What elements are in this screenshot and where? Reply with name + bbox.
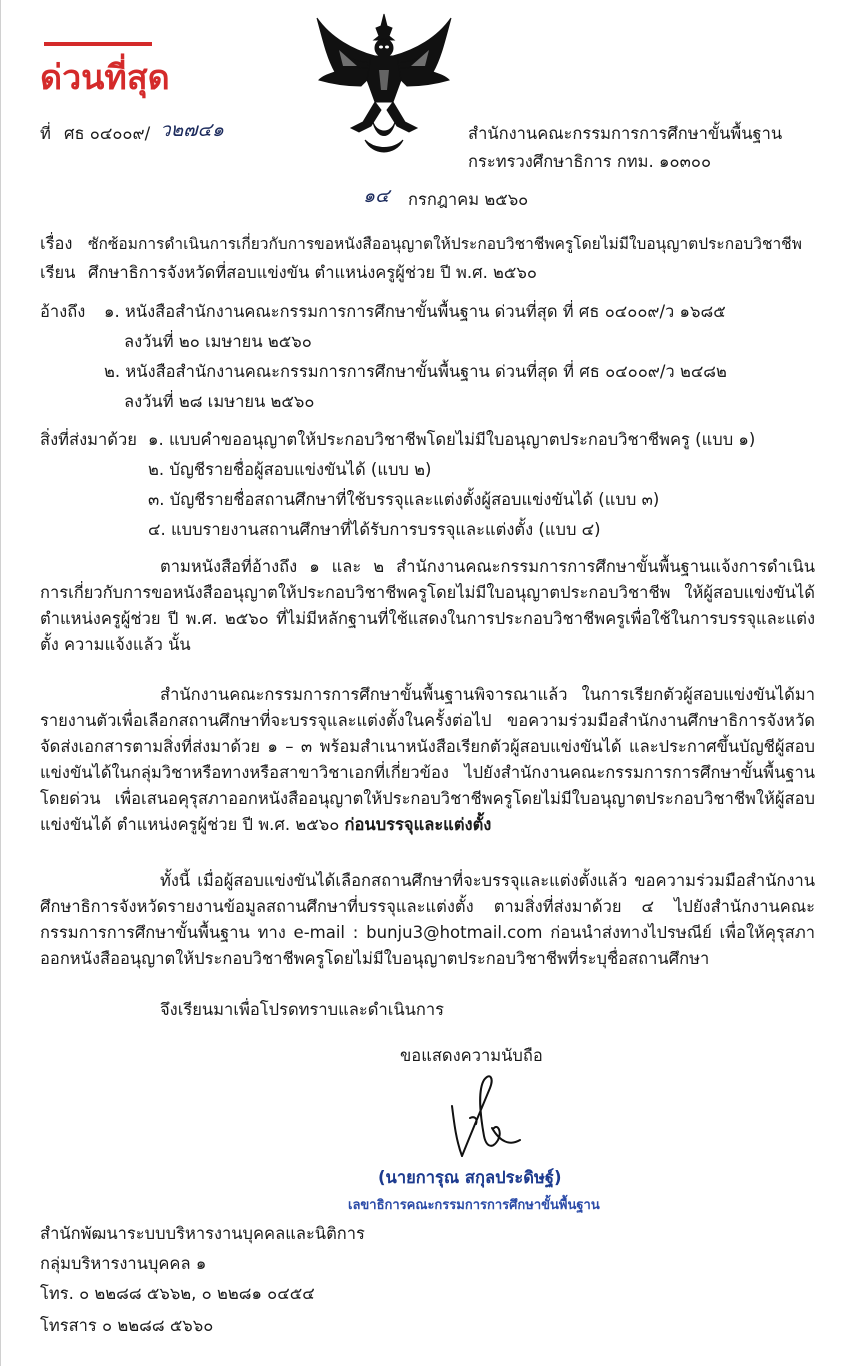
to-label: เรียน	[40, 263, 76, 282]
subject-text: ซักซ้อมการดำเนินการเกี่ยวกับการขอหนังสืออนุญาตให้ประกอบวิชาชีพครูโดยไม่มีใบอนุญาตประกอบวิชาชีพ	[88, 235, 802, 253]
signatory-name: (นายการุณ สกุลประดิษฐ์)	[378, 1168, 562, 1187]
date-month-year: กรกฎาคม ๒๕๖๐	[408, 190, 529, 209]
ref-number: ศธ ๐๔๐๐๙/	[64, 124, 151, 143]
salutation: ขอแสดงความนับถือ	[400, 1046, 543, 1065]
enclosure-item-4: ๔. แบบรายงานสถานศึกษาที่ได้รับการบรรจุและแต่งตั้ง (แบบ ๔)	[148, 520, 601, 539]
enclosure-item-1: ๑. แบบคำขออนุญาตให้ประกอบวิชาชีพโดยไม่มีใบอนุญาตประกอบวิชาชีพครู (แบบ ๑)	[148, 430, 756, 449]
reference-item-1: ๑. หนังสือสำนักงานคณะกรรมการการศึกษาขั้นพื้นฐาน ด่วนที่สุด ที่ ศธ ๐๔๐๐๙/ว ๑๖๘๕	[104, 302, 726, 321]
signatory-position: เลขาธิการคณะกรรมการการศึกษาขั้นพื้นฐาน	[348, 1198, 600, 1213]
body-paragraph-1: ตามหนังสือที่อ้างถึง ๑ และ ๒ สำนักงานคณะกรรมการการศึกษาขั้นพื้นฐานแจ้งการดำเนินการเกี่ยวกับการขอหนังสืออนุญาตให้ประกอบวิชาชีพครูโดยไม่มีใบอนุญาตประกอบวิชาชีพ ให้ผู้สอบแข่งขันได้ ตำแหน่งครูผู้ช่วย ปี พ.ศ. ๒๕๖๐ ที่ไม่มีหลักฐานที่ใช้แสดงในการประกอบวิชาชีพครูเพื่อใช้ในการบรรจุและแต่งตั้ง ความแจ้งแล้ว นั้น	[40, 557, 815, 654]
urgency-stamp: ด่วนที่สุด	[40, 58, 170, 98]
footer-unit: สำนักพัฒนาระบบบริหารงานบุคคลและนิติการ	[40, 1224, 365, 1243]
enclosure-item-2: ๒. บัญชีรายชื่อผู้สอบแข่งขันได้ (แบบ ๒)	[148, 460, 432, 479]
ref-number-handwritten: ว๒๗๔๑	[160, 119, 224, 141]
enclosure-item-3: ๓. บัญชีรายชื่อสถานศึกษาที่ใช้บรรจุและแต่งตั้งผู้สอบแข่งขันได้ (แบบ ๓)	[148, 490, 660, 509]
garuda-emblem-icon	[313, 10, 455, 160]
closing-line: จึงเรียนมาเพื่อโปรดทราบและดำเนินการ	[160, 1000, 445, 1019]
date-day-handwritten: ๑๔	[363, 185, 390, 207]
reference-item-1-date: ลงวันที่ ๒๐ เมษายน ๒๕๖๐	[124, 332, 312, 351]
urgency-underline	[44, 42, 152, 46]
body-paragraph-2: สำนักงานคณะกรรมการการศึกษาขั้นพื้นฐานพิจารณาแล้ว ในการเรียกตัวผู้สอบแข่งขันได้มารายงานตัวเพื่อเลือกสถานศึกษาที่จะบรรจุและแต่งตั้งในครั้งต่อไป ขอความร่วมมือสำนักงานศึกษาธิการจังหวัดจัดส่งเอกสารตามสิ่งที่ส่งมาด้วย ๑ – ๓ พร้อมสำเนาหนังสือเรียกตัวผู้สอบแข่งขันได้ และประกาศขึ้นบัญชีผู้สอบแข่งขันได้ในกลุ่มวิชาหรือทางหรือสาขาวิชาเอกที่เกี่ยวข้อง ไปยังสำนักงานคณะกรรมการการศึกษาขั้นพื้นฐานโดยด่วน เพื่อเสนอคุรุสภาออกหนังสืออนุญาตให้ประกอบวิชาชีพครูโดยไม่มีใบอนุญาตประกอบวิชาชีพให้ผู้สอบแข่งขันได้ ตำแหน่งครูผู้ช่วย ปี พ.ศ. ๒๕๖๐ ก่อนบรรจุและแต่งตั้ง	[40, 685, 815, 834]
reference-item-2: ๒. หนังสือสำนักงานคณะกรรมการการศึกษาขั้นพื้นฐาน ด่วนที่สุด ที่ ศธ ๐๔๐๐๙/ว ๒๔๘๒	[104, 362, 727, 381]
footer-fax: โทรสาร ๐ ๒๒๘๘ ๕๖๖๐	[40, 1316, 214, 1335]
office-address: กระทรวงศึกษาธิการ กทม. ๑๐๓๐๐	[468, 152, 712, 171]
footer-phone: โทร. ๐ ๒๒๘๘ ๕๖๖๒, ๐ ๒๒๘๑ ๐๔๕๔	[40, 1284, 315, 1303]
body-paragraph-3: ทั้งนี้ เมื่อผู้สอบแข่งขันได้เลือกสถานศึกษาที่จะบรรจุและแต่งตั้งแล้ว ขอความร่วมมือสำนักงานศึกษาธิการจังหวัดรายงานข้อมูลสถานศึกษาที่บรรจุและแต่งตั้ง ตามสิ่งที่ส่งมาด้วย ๔ ไปยังสำนักงานคณะกรรมการการศึกษาขั้นพื้นฐาน ทาง e-mail : bunju3@hotmail.com ก่อนนำส่งทางไปรษณีย์ เพื่อให้คุรุสภาออกหนังสืออนุญาตให้ประกอบวิชาชีพครูโดยไม่มีใบอนุญาตประกอบวิชาชีพที่ระบุชื่อสถานศึกษา	[40, 871, 815, 968]
handwritten-signature	[440, 1066, 530, 1166]
to-text: ศึกษาธิการจังหวัดที่สอบแข่งขัน ตำแหน่งครูผู้ช่วย ปี พ.ศ. ๒๕๖๐	[88, 263, 537, 282]
enclosures-label: สิ่งที่ส่งมาด้วย	[40, 430, 137, 449]
references-label: อ้างถึง	[40, 302, 86, 321]
reference-item-2-date: ลงวันที่ ๒๘ เมษายน ๒๕๖๐	[124, 392, 315, 411]
subject-label: เรื่อง	[40, 234, 73, 253]
ref-label: ที่	[40, 124, 51, 143]
body-paragraph-2-emphasis: ก่อนบรรจุและแต่งตั้ง	[344, 815, 492, 834]
footer-group: กลุ่มบริหารงานบุคคล ๑	[40, 1254, 207, 1273]
page-edge	[0, 0, 1, 1366]
office-name: สำนักงานคณะกรรมการการศึกษาขั้นพื้นฐาน	[468, 124, 783, 143]
